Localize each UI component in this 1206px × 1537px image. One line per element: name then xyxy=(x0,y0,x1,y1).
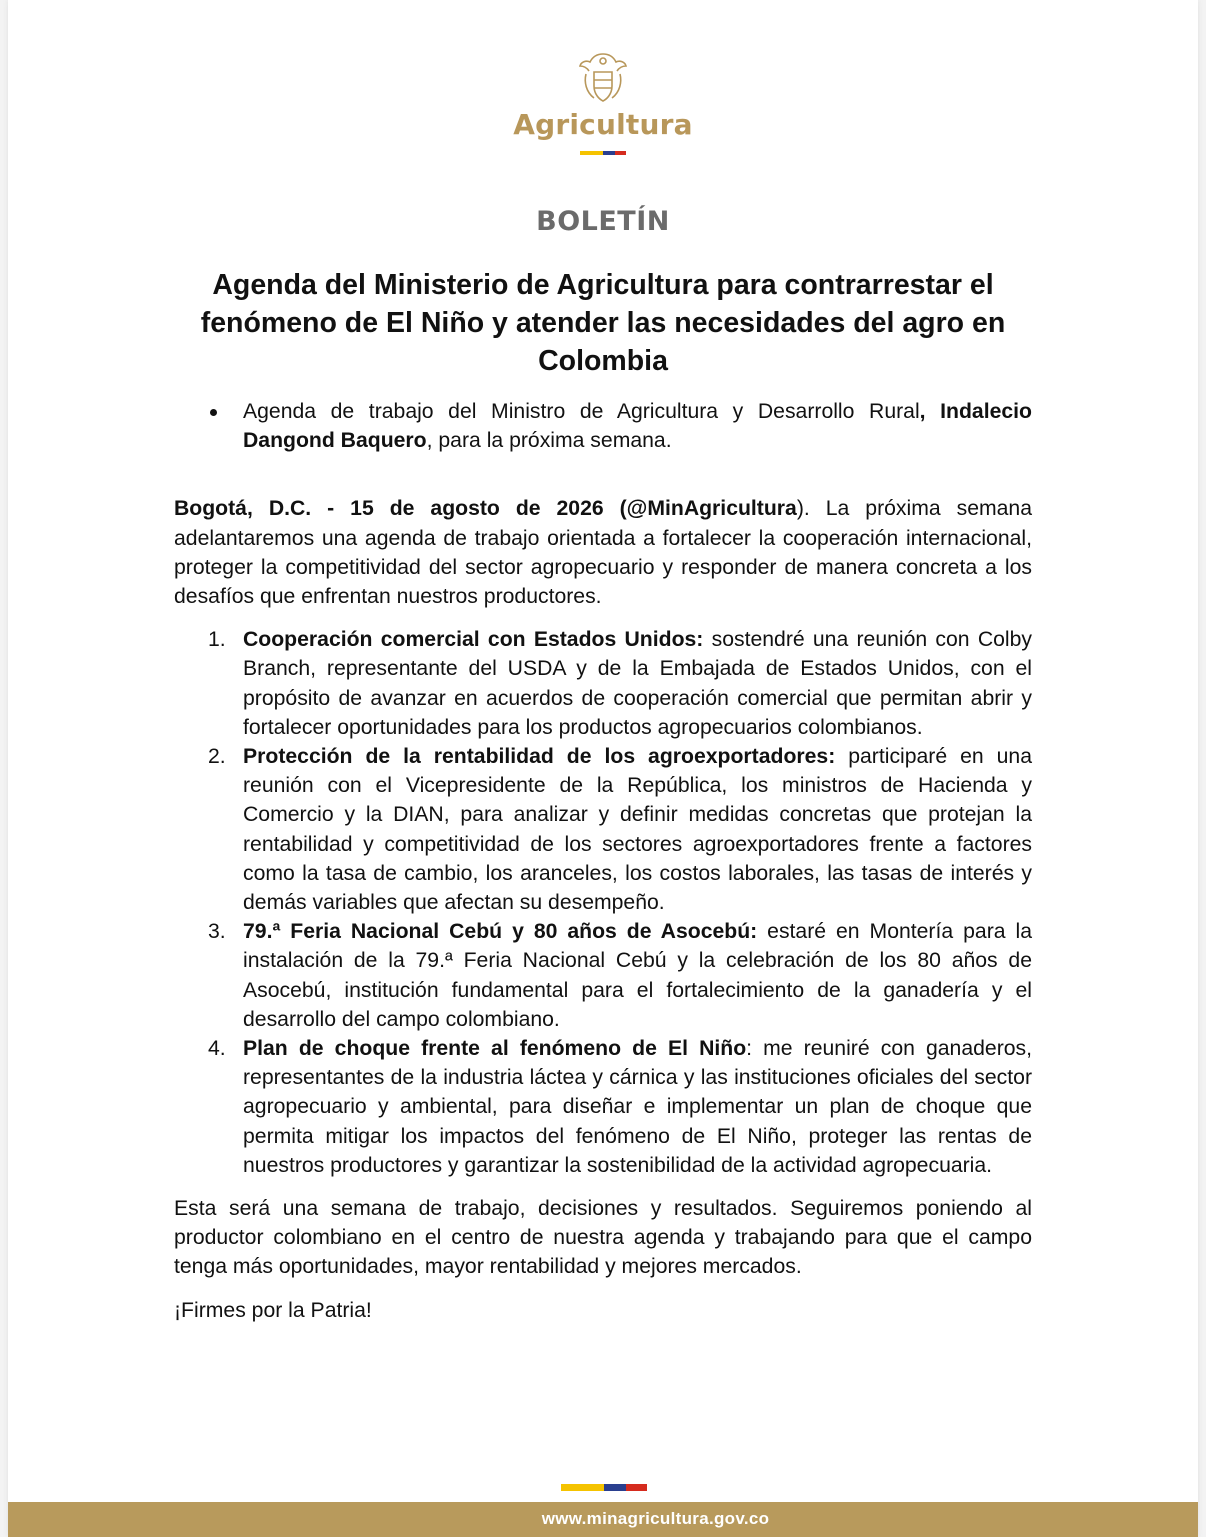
logo-wordmark: Agricultura xyxy=(513,108,693,141)
agenda-item: 3. 79.ª Feria Nacional Cebú y 80 años de Asocebú: estaré en Montería para la instalación de la 79.ª Feria Nacional Cebú y la celebración de los 80 años de Asocebú, institución fundamental para el fortalecimiento de la ganadería y el desarrollo del campo colombiano. xyxy=(208,920,1032,1031)
headline: Agenda del Ministerio de Agricultura para contrarrestar el fenómeno de El Niño y atender las necesidades del agro en Colombia xyxy=(200,269,1006,377)
document-page xyxy=(8,0,1198,1537)
footer-url-link[interactable]: www.minagricultura.gov.co xyxy=(541,1509,770,1528)
signoff: ¡Firmes por la Patria! xyxy=(174,1298,372,1322)
intro-paragraph: Bogotá, D.C. - 15 de agosto de 2026 (@MinAgricultura). La próxima semana adelantaremos una agenda de trabajo orientada a fortalecer la cooperación internacional, proteger la competitividad del sector agropecuario y responder de manera concreta a los desafíos que enfrentan nuestros productores. xyxy=(174,497,1032,609)
closing-paragraph: Esta será una semana de trabajo, decisiones y resultados. Seguiremos poniendo al productor colombiano en el centro de nuestra agenda y trabajando para que el campo tenga más oportunidades, mayor rentabilidad y mejores mercados. xyxy=(174,1197,1032,1279)
footer-flag-stripe xyxy=(561,1484,647,1491)
agenda-list xyxy=(174,625,1032,1180)
document-body xyxy=(174,397,1032,1325)
agenda-item: 1. Cooperación comercial con Estados Unidos: sostendré una reunión con Colby Branch, representante del USDA y de la Embajada de Estados Unidos, con el propósito de avanzar en acuerdos de cooperación comercial que permitan abrir y fortalecer oportunidades para los productos agropecuarios colombianos. xyxy=(208,628,1032,739)
flag-stripe xyxy=(580,151,626,155)
colombia-coat-of-arms-icon xyxy=(576,50,630,106)
bulletin-label: BOLETÍN xyxy=(536,206,670,237)
summary-bullets xyxy=(174,397,1032,455)
summary-bullet: Agenda de trabajo del Ministro de Agricultura y Desarrollo Rural, Indalecio Dangond Baquero, para la próxima semana. xyxy=(243,397,1032,455)
footer-bar xyxy=(8,1502,1198,1537)
agenda-item: 2. Protección de la rentabilidad de los agroexportadores: participaré en una reunión con el Vicepresidente de la República, los ministros de Hacienda y Comercio y la DIAN, para analizar y definir medidas concretas que protejan la rentabilidad y competitividad de los sectores agroexportadores frente a factores como la tasa de cambio, los aranceles, los costos laborales, las tasas de interés y demás variables que afectan su desempeño. xyxy=(208,745,1032,915)
ministry-logo xyxy=(8,50,1198,155)
dateline: Bogotá, D.C. - 15 de agosto de 2026 (@MinAgricultura xyxy=(174,497,797,521)
agenda-item: 4. Plan de choque frente al fenómeno de El Niño: me reuniré con ganaderos, representantes de la industria láctea y cárnica y las instituciones oficiales del sector agropecuario y ambiental, para diseñar e implementar un plan de choque que permita mitigar los impactos del fenómeno de El Niño, proteger las rentas de nuestros productores y garantizar la sostenibilidad de la actividad agropecuaria. xyxy=(208,1037,1033,1177)
